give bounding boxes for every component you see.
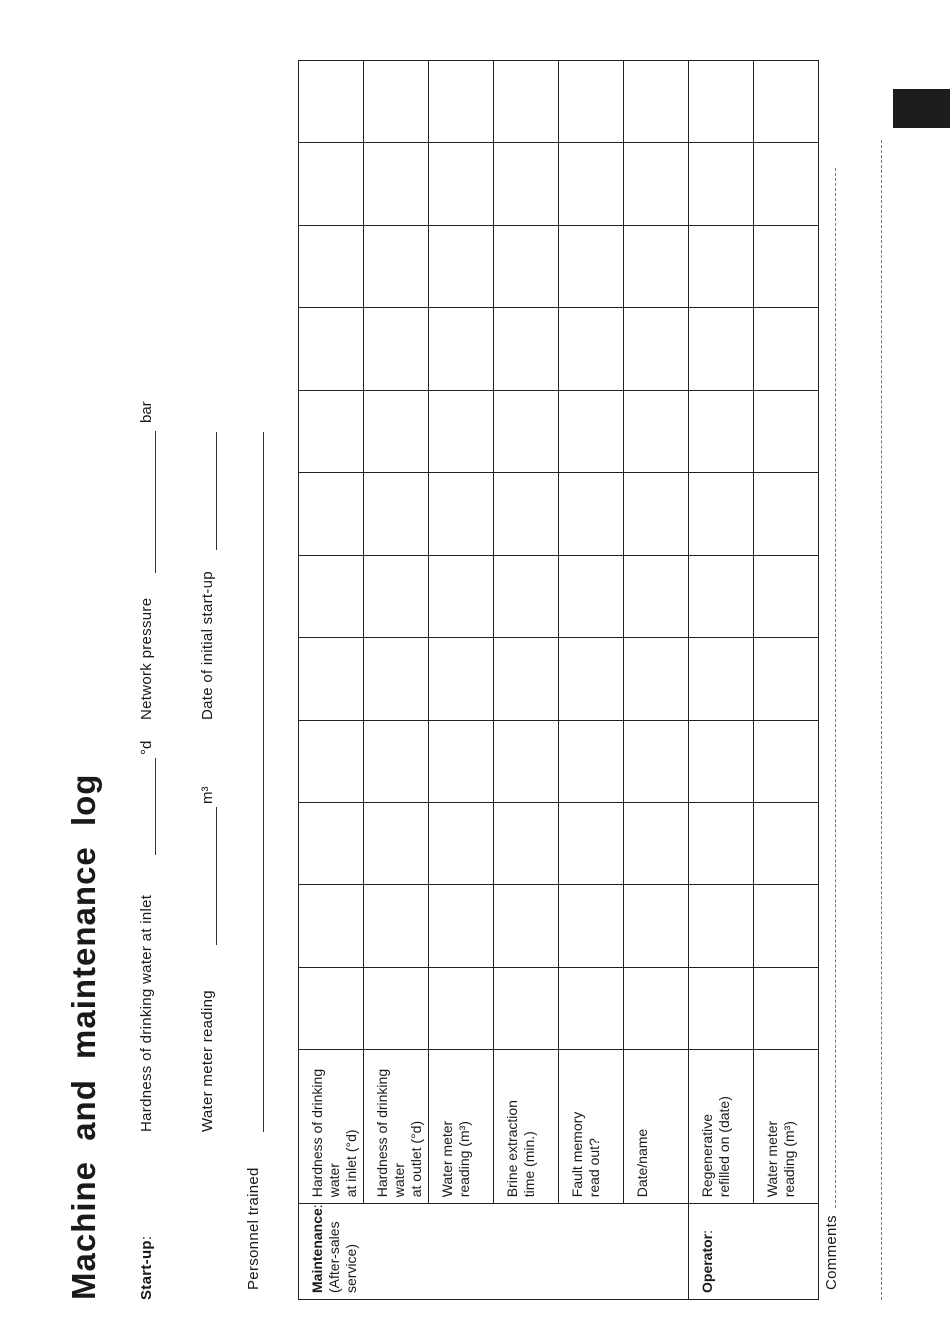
log-entry-cell[interactable] [624,967,689,1049]
log-entry-cell[interactable] [689,720,754,802]
log-entry-cell[interactable] [429,225,494,307]
log-entry-cell[interactable] [364,720,429,802]
log-entry-cell[interactable] [754,967,819,1049]
table-row [559,61,624,1300]
log-entry-cell[interactable] [429,638,494,720]
log-entry-cell[interactable] [559,720,624,802]
log-entry-cell[interactable] [624,225,689,307]
log-entry-cell[interactable] [754,143,819,225]
log-entry-cell[interactable] [624,803,689,885]
log-entry-cell[interactable] [754,555,819,637]
log-entry-cell[interactable] [299,143,364,225]
log-page [0,60,950,1300]
log-entry-cell[interactable] [299,720,364,802]
log-entry-cell[interactable] [494,225,559,307]
hardness-inlet-unit: °d [138,740,155,755]
log-entry-cell[interactable] [624,720,689,802]
log-entry-cell[interactable] [754,885,819,967]
log-entry-cell[interactable] [299,225,364,307]
log-entry-cell[interactable] [429,143,494,225]
log-entry-cell[interactable] [689,638,754,720]
log-entry-cell[interactable] [429,720,494,802]
log-entry-cell[interactable] [559,555,624,637]
water-meter-unit: m³ [199,786,216,804]
log-entry-cell[interactable] [364,473,429,555]
maintenance-log-table [298,60,819,1300]
log-entry-cell[interactable] [754,638,819,720]
log-entry-cell[interactable] [299,61,364,144]
log-entry-cell[interactable] [429,308,494,390]
startup-heading: Start-up: [138,1235,155,1300]
log-entry-cell[interactable] [559,803,624,885]
log-entry-cell[interactable] [689,967,754,1049]
log-entry-cell[interactable] [299,803,364,885]
log-entry-cell[interactable] [429,885,494,967]
log-entry-cell[interactable] [299,473,364,555]
initial-startup-field[interactable] [201,432,217,550]
log-entry-cell[interactable] [689,473,754,555]
log-entry-cell[interactable] [559,473,624,555]
log-entry-cell[interactable] [559,390,624,472]
log-entry-cell[interactable] [429,61,494,144]
log-entry-cell[interactable] [494,803,559,885]
comments-line-1[interactable] [834,168,836,1208]
personnel-trained-label: Personnel trained [245,1167,262,1290]
comments-line-2[interactable] [880,140,882,1300]
table-row [754,61,819,1300]
log-entry-cell[interactable] [429,555,494,637]
log-entry-cell[interactable] [364,225,429,307]
log-entry-cell[interactable] [559,638,624,720]
log-entry-cell[interactable] [624,308,689,390]
network-pressure-label: Network pressure [138,597,155,720]
log-entry-cell[interactable] [364,308,429,390]
log-entry-cell[interactable] [364,390,429,472]
row-label: Brine extraction time (min.) [494,1050,559,1204]
log-entry-cell[interactable] [494,967,559,1049]
initial-startup-label: Date of initial start-up [199,571,216,720]
log-entry-cell[interactable] [299,555,364,637]
log-entry-cell[interactable] [299,967,364,1049]
row-label: Water meter reading (m³) [754,1050,819,1204]
log-entry-cell[interactable] [689,803,754,885]
log-entry-cell[interactable] [754,390,819,472]
log-entry-cell[interactable] [494,473,559,555]
log-entry-cell[interactable] [364,803,429,885]
operator-section-cell: Operator: [689,1204,819,1300]
log-entry-cell[interactable] [754,61,819,144]
log-entry-cell[interactable] [559,967,624,1049]
log-entry-cell[interactable] [689,308,754,390]
network-pressure-field[interactable] [140,431,156,573]
log-entry-cell[interactable] [689,885,754,967]
hardness-inlet-field[interactable] [140,758,156,855]
hardness-inlet-label: Hardness of drinking water at inlet [138,894,155,1132]
log-entry-cell[interactable] [364,555,429,637]
log-entry-cell[interactable] [754,308,819,390]
row-label: Hardness of drinking water at inlet (°d) [299,1050,364,1204]
log-entry-cell[interactable] [429,473,494,555]
log-entry-cell[interactable] [689,225,754,307]
log-entry-cell[interactable] [364,638,429,720]
water-meter-label: Water meter reading [199,990,216,1132]
log-entry-cell[interactable] [689,555,754,637]
log-entry-cell[interactable] [494,143,559,225]
table-row [364,61,429,1300]
table-row [429,61,494,1300]
log-entry-cell[interactable] [429,390,494,472]
maintenance-section-cell: Maintenance: (After-sales service) [299,1204,689,1300]
log-entry-cell[interactable] [559,308,624,390]
log-entry-cell[interactable] [299,885,364,967]
log-entry-cell[interactable] [364,967,429,1049]
water-meter-field[interactable] [201,807,217,945]
table-row [624,61,689,1300]
comments-label: Comments [823,1215,840,1290]
log-entry-cell[interactable] [689,61,754,144]
log-entry-cell[interactable] [364,143,429,225]
table-row [689,61,754,1300]
row-label: Fault memory read out? [559,1050,624,1204]
log-entry-cell[interactable] [624,885,689,967]
log-entry-cell[interactable] [494,61,559,144]
personnel-trained-field[interactable] [248,432,264,1132]
log-entry-cell[interactable] [494,885,559,967]
log-entry-cell[interactable] [624,473,689,555]
row-label: Water meter reading (m³) [429,1050,494,1204]
row-label: Regenerative refilled on (date) [689,1050,754,1204]
log-entry-cell[interactable] [299,390,364,472]
log-entry-cell[interactable] [364,61,429,144]
log-entry-cell[interactable] [494,638,559,720]
log-entry-cell[interactable] [689,143,754,225]
log-entry-cell[interactable] [624,555,689,637]
log-entry-cell[interactable] [624,638,689,720]
log-entry-cell[interactable] [624,143,689,225]
log-entry-cell[interactable] [754,803,819,885]
log-entry-cell[interactable] [299,308,364,390]
log-entry-cell[interactable] [494,308,559,390]
log-entry-cell[interactable] [754,473,819,555]
log-entry-cell[interactable] [429,967,494,1049]
table-row [494,61,559,1300]
log-entry-cell[interactable] [559,61,624,144]
table-row [299,61,364,1300]
log-entry-cell[interactable] [559,225,624,307]
log-entry-cell[interactable] [559,143,624,225]
row-label: Date/name [624,1050,689,1204]
log-entry-cell[interactable] [494,555,559,637]
log-entry-cell[interactable] [299,638,364,720]
log-entry-cell[interactable] [494,720,559,802]
network-pressure-unit: bar [138,401,155,423]
log-entry-cell[interactable] [754,720,819,802]
log-entry-cell[interactable] [494,390,559,472]
page-title: Machine and maintenance log [65,773,102,1300]
log-entry-cell[interactable] [624,390,689,472]
log-entry-cell[interactable] [559,885,624,967]
log-entry-cell[interactable] [429,803,494,885]
log-entry-cell[interactable] [754,225,819,307]
log-entry-cell[interactable] [689,390,754,472]
log-entry-cell[interactable] [624,61,689,144]
log-entry-cell[interactable] [364,885,429,967]
row-label: Hardness of drinking water at outlet (°d) [364,1050,429,1204]
